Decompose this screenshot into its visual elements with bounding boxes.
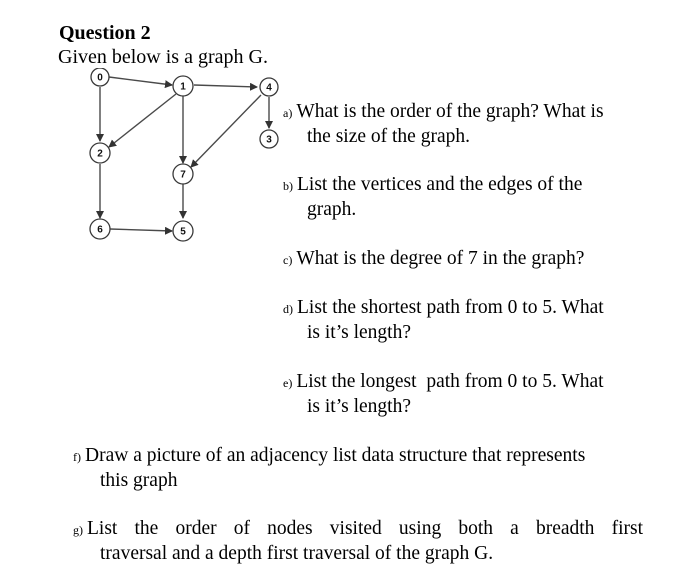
question-g-letter: g) [73, 523, 83, 537]
question-g [73, 517, 643, 566]
question-c [283, 247, 584, 272]
question-c-letter: c) [283, 253, 293, 267]
graph-node-3 [260, 130, 278, 148]
question-c-line1: What is the degree of 7 in the graph? [296, 248, 585, 269]
edge-1-4 [194, 85, 257, 87]
graph-node-0 [91, 68, 109, 86]
question-b-line2: graph. [307, 199, 357, 220]
question-e-line2: is it’s length? [307, 396, 411, 417]
svg-text:4: 4 [266, 82, 272, 94]
question-d-letter: d) [283, 302, 293, 316]
question-b-line1: List the vertices and the edges of the [297, 174, 583, 195]
edge-6-5 [110, 229, 172, 231]
question-a-line2: the size of the graph. [307, 126, 470, 147]
question-e-line1: List the longest path from 0 to 5. What [296, 371, 604, 392]
graph-node-6 [90, 219, 110, 239]
question-heading: Question 2 [59, 22, 151, 44]
svg-text:1: 1 [180, 81, 186, 93]
question-f-letter: f) [73, 450, 81, 464]
svg-text:5: 5 [180, 226, 186, 238]
question-f-line2: this graph [100, 470, 178, 491]
question-e [283, 370, 604, 419]
edge-4-7 [191, 95, 261, 167]
svg-text:6: 6 [97, 224, 103, 236]
svg-text:7: 7 [180, 169, 186, 181]
graph-node-4 [260, 78, 278, 96]
svg-text:2: 2 [97, 148, 103, 160]
graph-node-5 [173, 221, 193, 241]
svg-text:3: 3 [266, 134, 272, 146]
question-a [283, 100, 604, 149]
question-d-line1: List the shortest path from 0 to 5. What [297, 297, 604, 318]
graph-node-7 [173, 164, 193, 184]
edge-1-2 [109, 94, 176, 147]
edge-0-1 [109, 77, 172, 85]
svg-text:0: 0 [97, 72, 103, 84]
question-g-line1: List the order of nodes visited using both a breadth first [87, 518, 643, 539]
question-a-line1: What is the order of the graph? What is [296, 101, 604, 122]
graph-node-1 [173, 76, 193, 96]
question-d-line2: is it’s length? [307, 322, 411, 343]
question-b-letter: b) [283, 179, 293, 193]
question-b [283, 173, 582, 222]
question-f [73, 444, 673, 493]
question-intro: Given below is a graph G. [58, 46, 268, 68]
question-d [283, 296, 604, 345]
graph-diagram [85, 68, 285, 243]
graph-node-2 [90, 143, 110, 163]
question-f-line1: Draw a picture of an adjacency list data structure that represents [85, 445, 586, 466]
question-e-letter: e) [283, 376, 293, 390]
question-g-line2: traversal and a depth first traversal of the graph G. [100, 543, 494, 564]
question-a-letter: a) [283, 106, 293, 120]
